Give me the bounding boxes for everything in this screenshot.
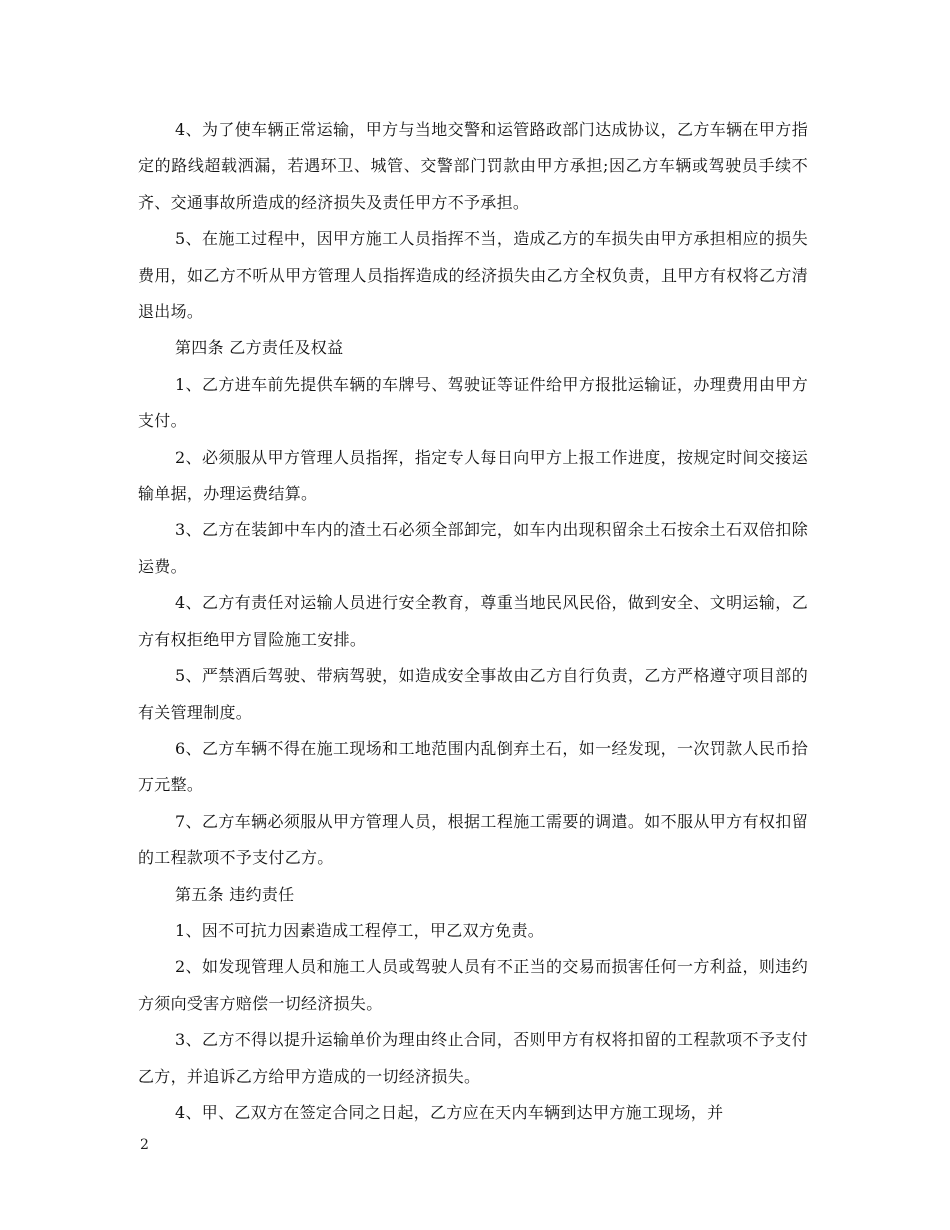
clause-4-6: 6、乙方车辆不得在施工现场和工地范围内乱倒弃土石，如一经发现，一次罚款人民币拾万元整。	[138, 738, 808, 795]
clause-4-7: 7、乙方车辆必须服从甲方管理人员，根据工程施工需要的调遣。如不服从甲方有权扣留的工程款项不予支付乙方。	[138, 811, 808, 868]
clause-4-4: 4、乙方有责任对运输人员进行安全教育，尊重当地民风民俗，做到安全、文明运输，乙方有权拒绝甲方冒险施工安排。	[138, 593, 808, 649]
clause-5-3: 3、乙方不得以提升运输单价为理由终止合同，否则甲方有权将扣留的工程款项不予支付乙方，并追诉乙方给甲方造成的一切经济损失。	[138, 1030, 808, 1086]
page-number: 2	[140, 1137, 149, 1153]
clause-4-3: 3、乙方在装卸中车内的渣土石必须全部卸完，如车内出现积留余土石按余土石双倍扣除运费。	[138, 520, 808, 576]
clause-4-1: 1、乙方进车前先提供车辆的车牌号、驾驶证等证件给甲方报批运输证，办理费用由甲方支付。	[138, 374, 808, 431]
clause-5-4: 4、甲、乙双方在签定合同之日起，乙方应在天内车辆到达甲方施工现场，并	[175, 1102, 724, 1122]
document-body	[138, 112, 808, 1131]
clause-3-4: 4、为了使车辆正常运输，甲方与当地交警和运管路政部门达成协议，乙方车辆在甲方指定的路线超载洒漏，若遇环卫、城管、交警部门罚款由甲方承担;因乙方车辆或驾驶员手续不齐、交通事故所造成的经济损失及责任甲方不予承担。	[138, 120, 808, 212]
clause-5-1: 1、因不可抗力因素造成工程停工，甲乙双方免责。	[175, 920, 545, 940]
clause-4-2: 2、必须服从甲方管理人员指挥，指定专人每日向甲方上报工作进度，按规定时间交接运输单据，办理运费结算。	[138, 447, 808, 504]
article-4-heading: 第四条 乙方责任及权益	[175, 338, 344, 358]
clause-5-2: 2、如发现管理人员和施工人员或驾驶人员有不正当的交易而损害任何一方利益，则违约方须向受害方赔偿一切经济损失。	[138, 957, 808, 1013]
clause-4-5: 5、严禁酒后驾驶、带病驾驶，如造成安全事故由乙方自行负责，乙方严格遵守项目部的有关管理制度。	[138, 666, 808, 722]
article-5-heading: 第五条 违约责任	[175, 884, 295, 904]
clause-3-5: 5、在施工过程中，因甲方施工人员指挥不当，造成乙方的车损失由甲方承担相应的损失费用，如乙方不听从甲方管理人员指挥造成的经济损失由乙方全权负责，且甲方有权将乙方清退出场。	[138, 229, 808, 322]
